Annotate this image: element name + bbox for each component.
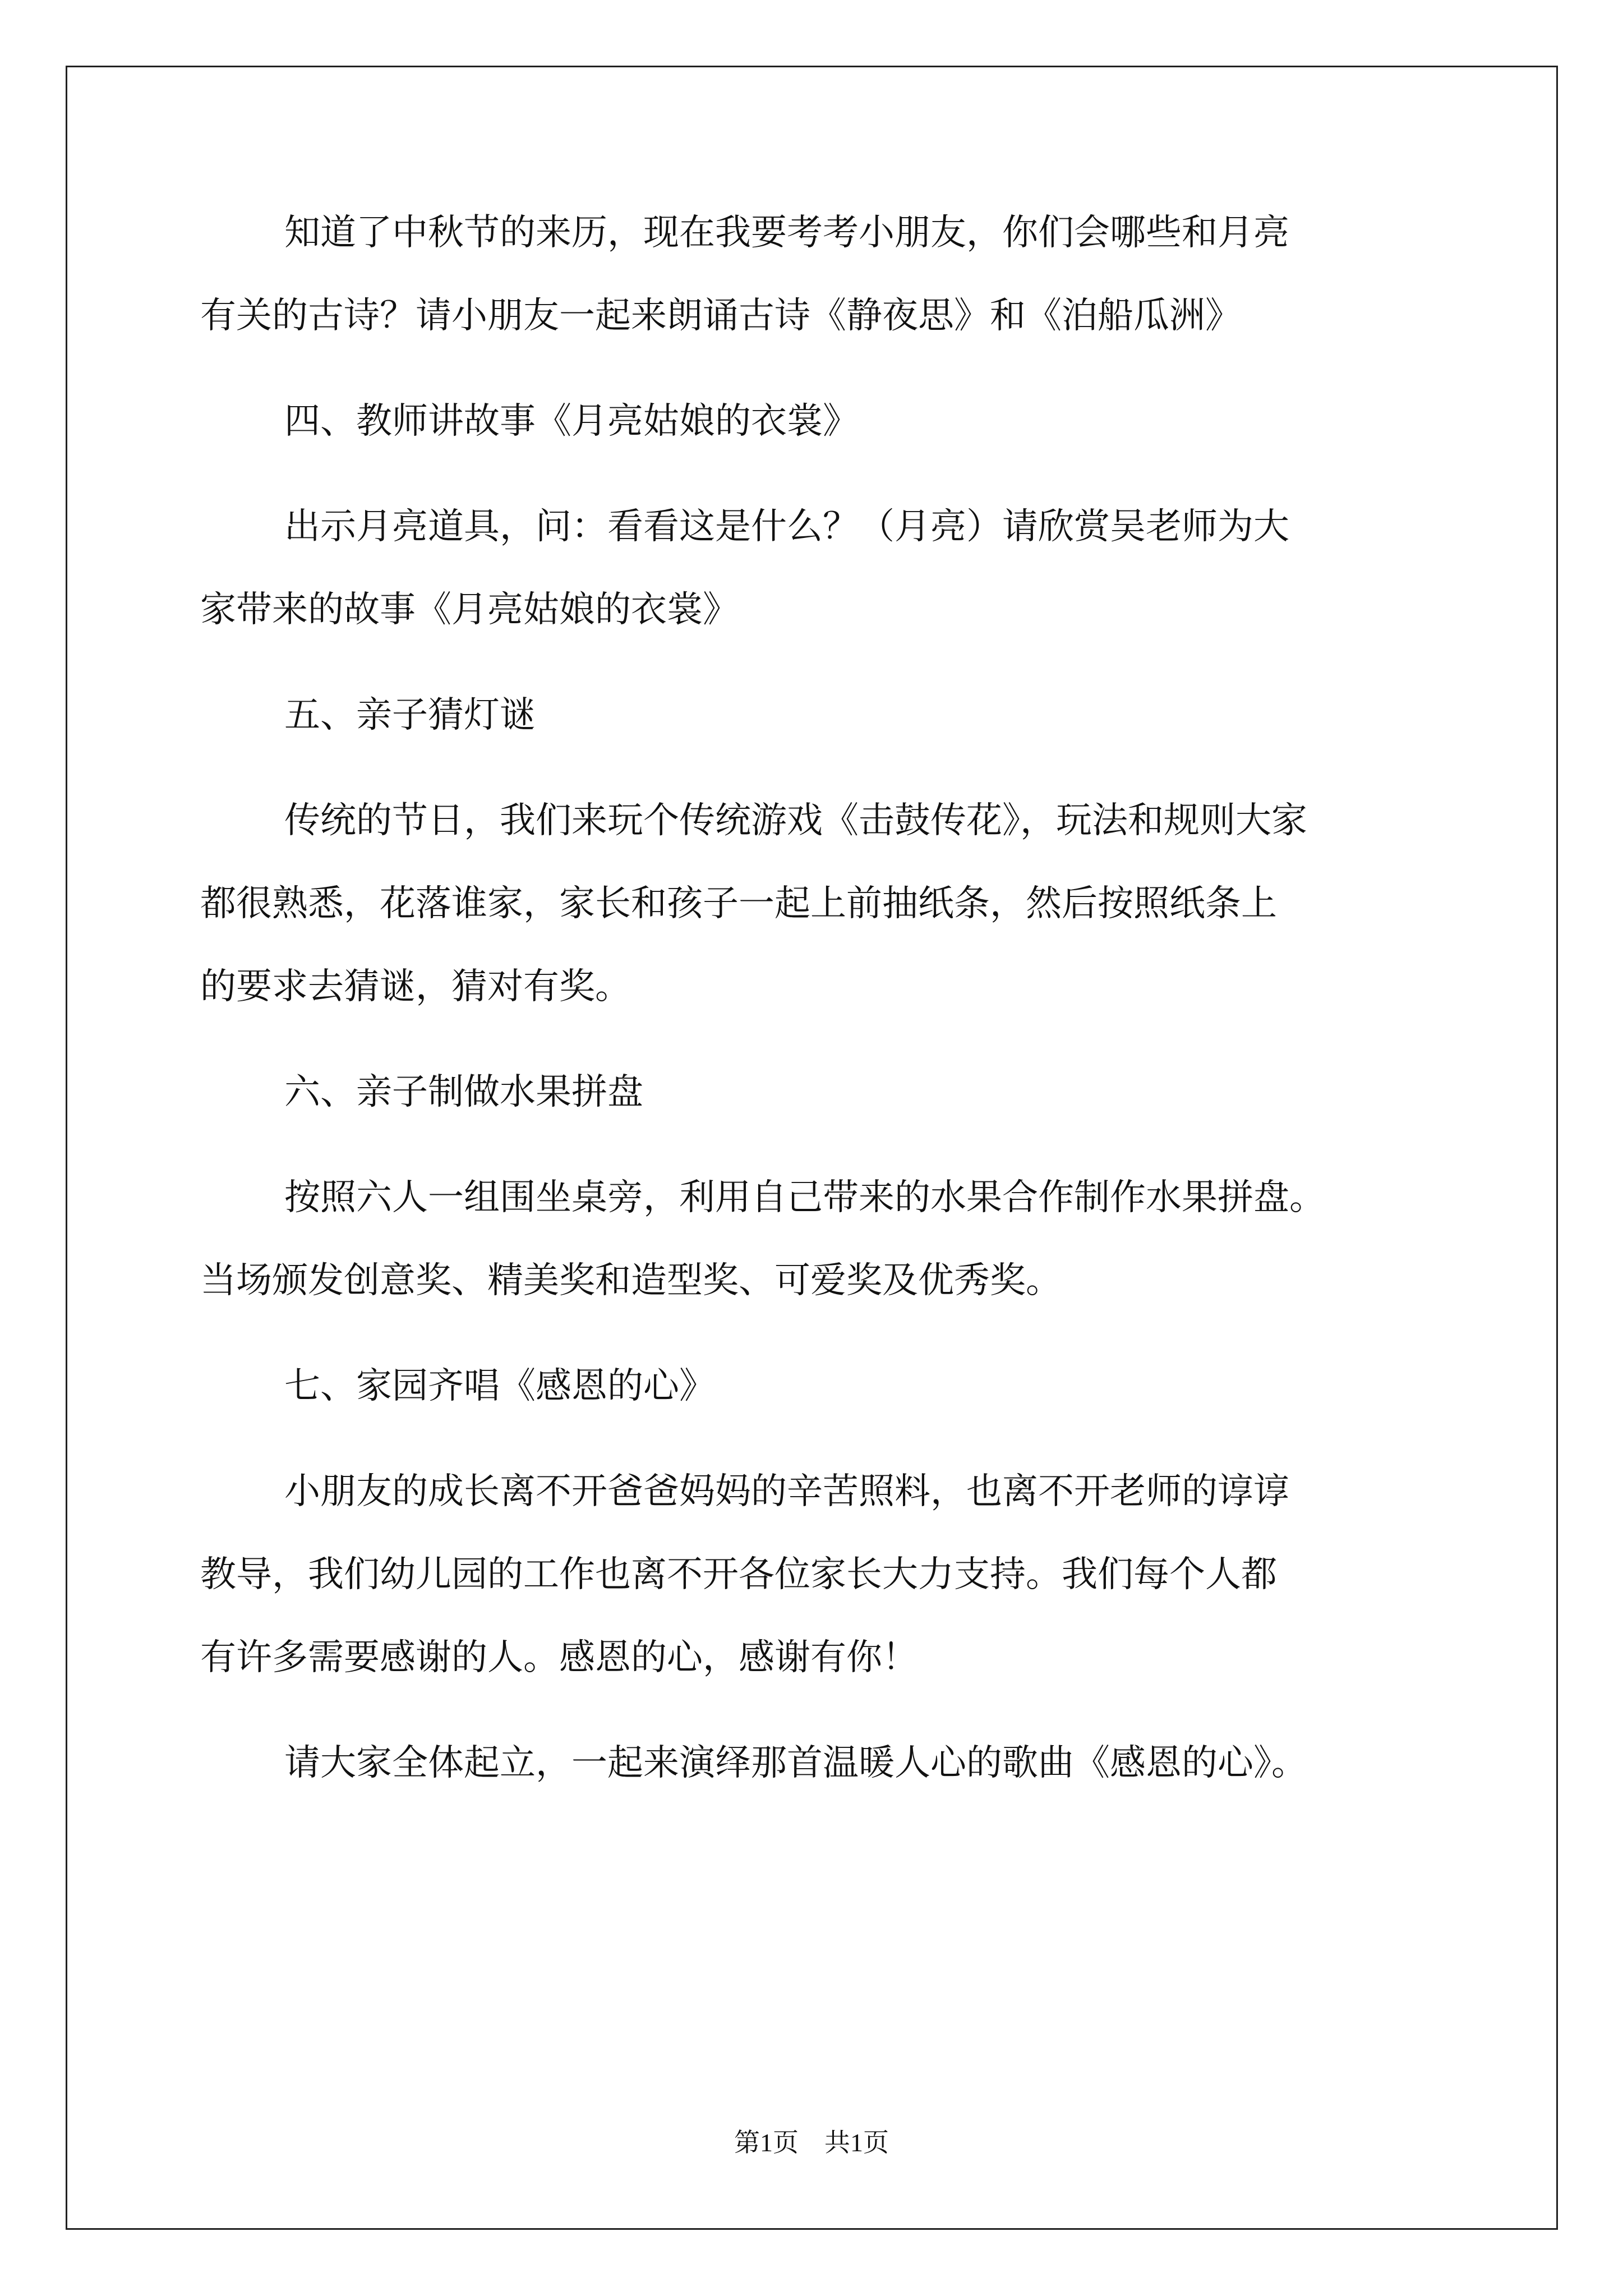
- paragraph-line: 出示月亮道具，问：看看这是什么？（月亮）请欣赏吴老师为大: [284, 506, 1289, 547]
- paragraph-line: 当场颁发创意奖、精美奖和造型奖、可爱奖及优秀奖。: [200, 1260, 1062, 1301]
- section-heading: 六、亲子制做水果拼盘: [284, 1071, 643, 1113]
- paragraph-line: 有关的古诗？请小朋友一起来朗诵古诗《静夜思》和《泊船瓜洲》: [200, 295, 1241, 337]
- paragraph-line: 请大家全体起立，一起来演绎那首温暖人心的歌曲《感恩的心》。: [284, 1742, 1307, 1784]
- section-heading: 七、家园齐唱《感恩的心》: [284, 1365, 715, 1407]
- page-footer: 第1页 共1页: [734, 2128, 889, 2157]
- paragraph-line: 知道了中秋节的来历，现在我要考考小朋友，你们会哪些和月亮: [284, 212, 1289, 254]
- page-border: [66, 66, 1558, 2230]
- section-heading: 五、亲子猜灯谜: [284, 694, 536, 736]
- paragraph-line: 教导，我们幼儿园的工作也离不开各位家长大力支持。我们每个人都: [200, 1554, 1277, 1595]
- paragraph-line: 都很熟悉，花落谁家，家长和孩子一起上前抽纸条，然后按照纸条上: [200, 883, 1277, 924]
- paragraph-line: 传统的节日，我们来玩个传统游戏《击鼓传花》，玩法和规则大家: [284, 800, 1307, 841]
- paragraph-line: 按照六人一组围坐桌旁，利用自己带来的水果合作制作水果拼盘。: [284, 1177, 1325, 1218]
- paragraph-line: 的要求去猜谜，猜对有奖。: [200, 966, 631, 1007]
- section-heading: 四、教师讲故事《月亮姑娘的衣裳》: [284, 401, 859, 442]
- paragraph-line: 有许多需要感谢的人。感恩的心，感谢有你！: [200, 1637, 918, 1678]
- paragraph-line: 家带来的故事《月亮姑娘的衣裳》: [200, 589, 739, 631]
- paragraph-line: 小朋友的成长离不开爸爸妈妈的辛苦照料，也离不开老师的谆谆: [284, 1471, 1289, 1512]
